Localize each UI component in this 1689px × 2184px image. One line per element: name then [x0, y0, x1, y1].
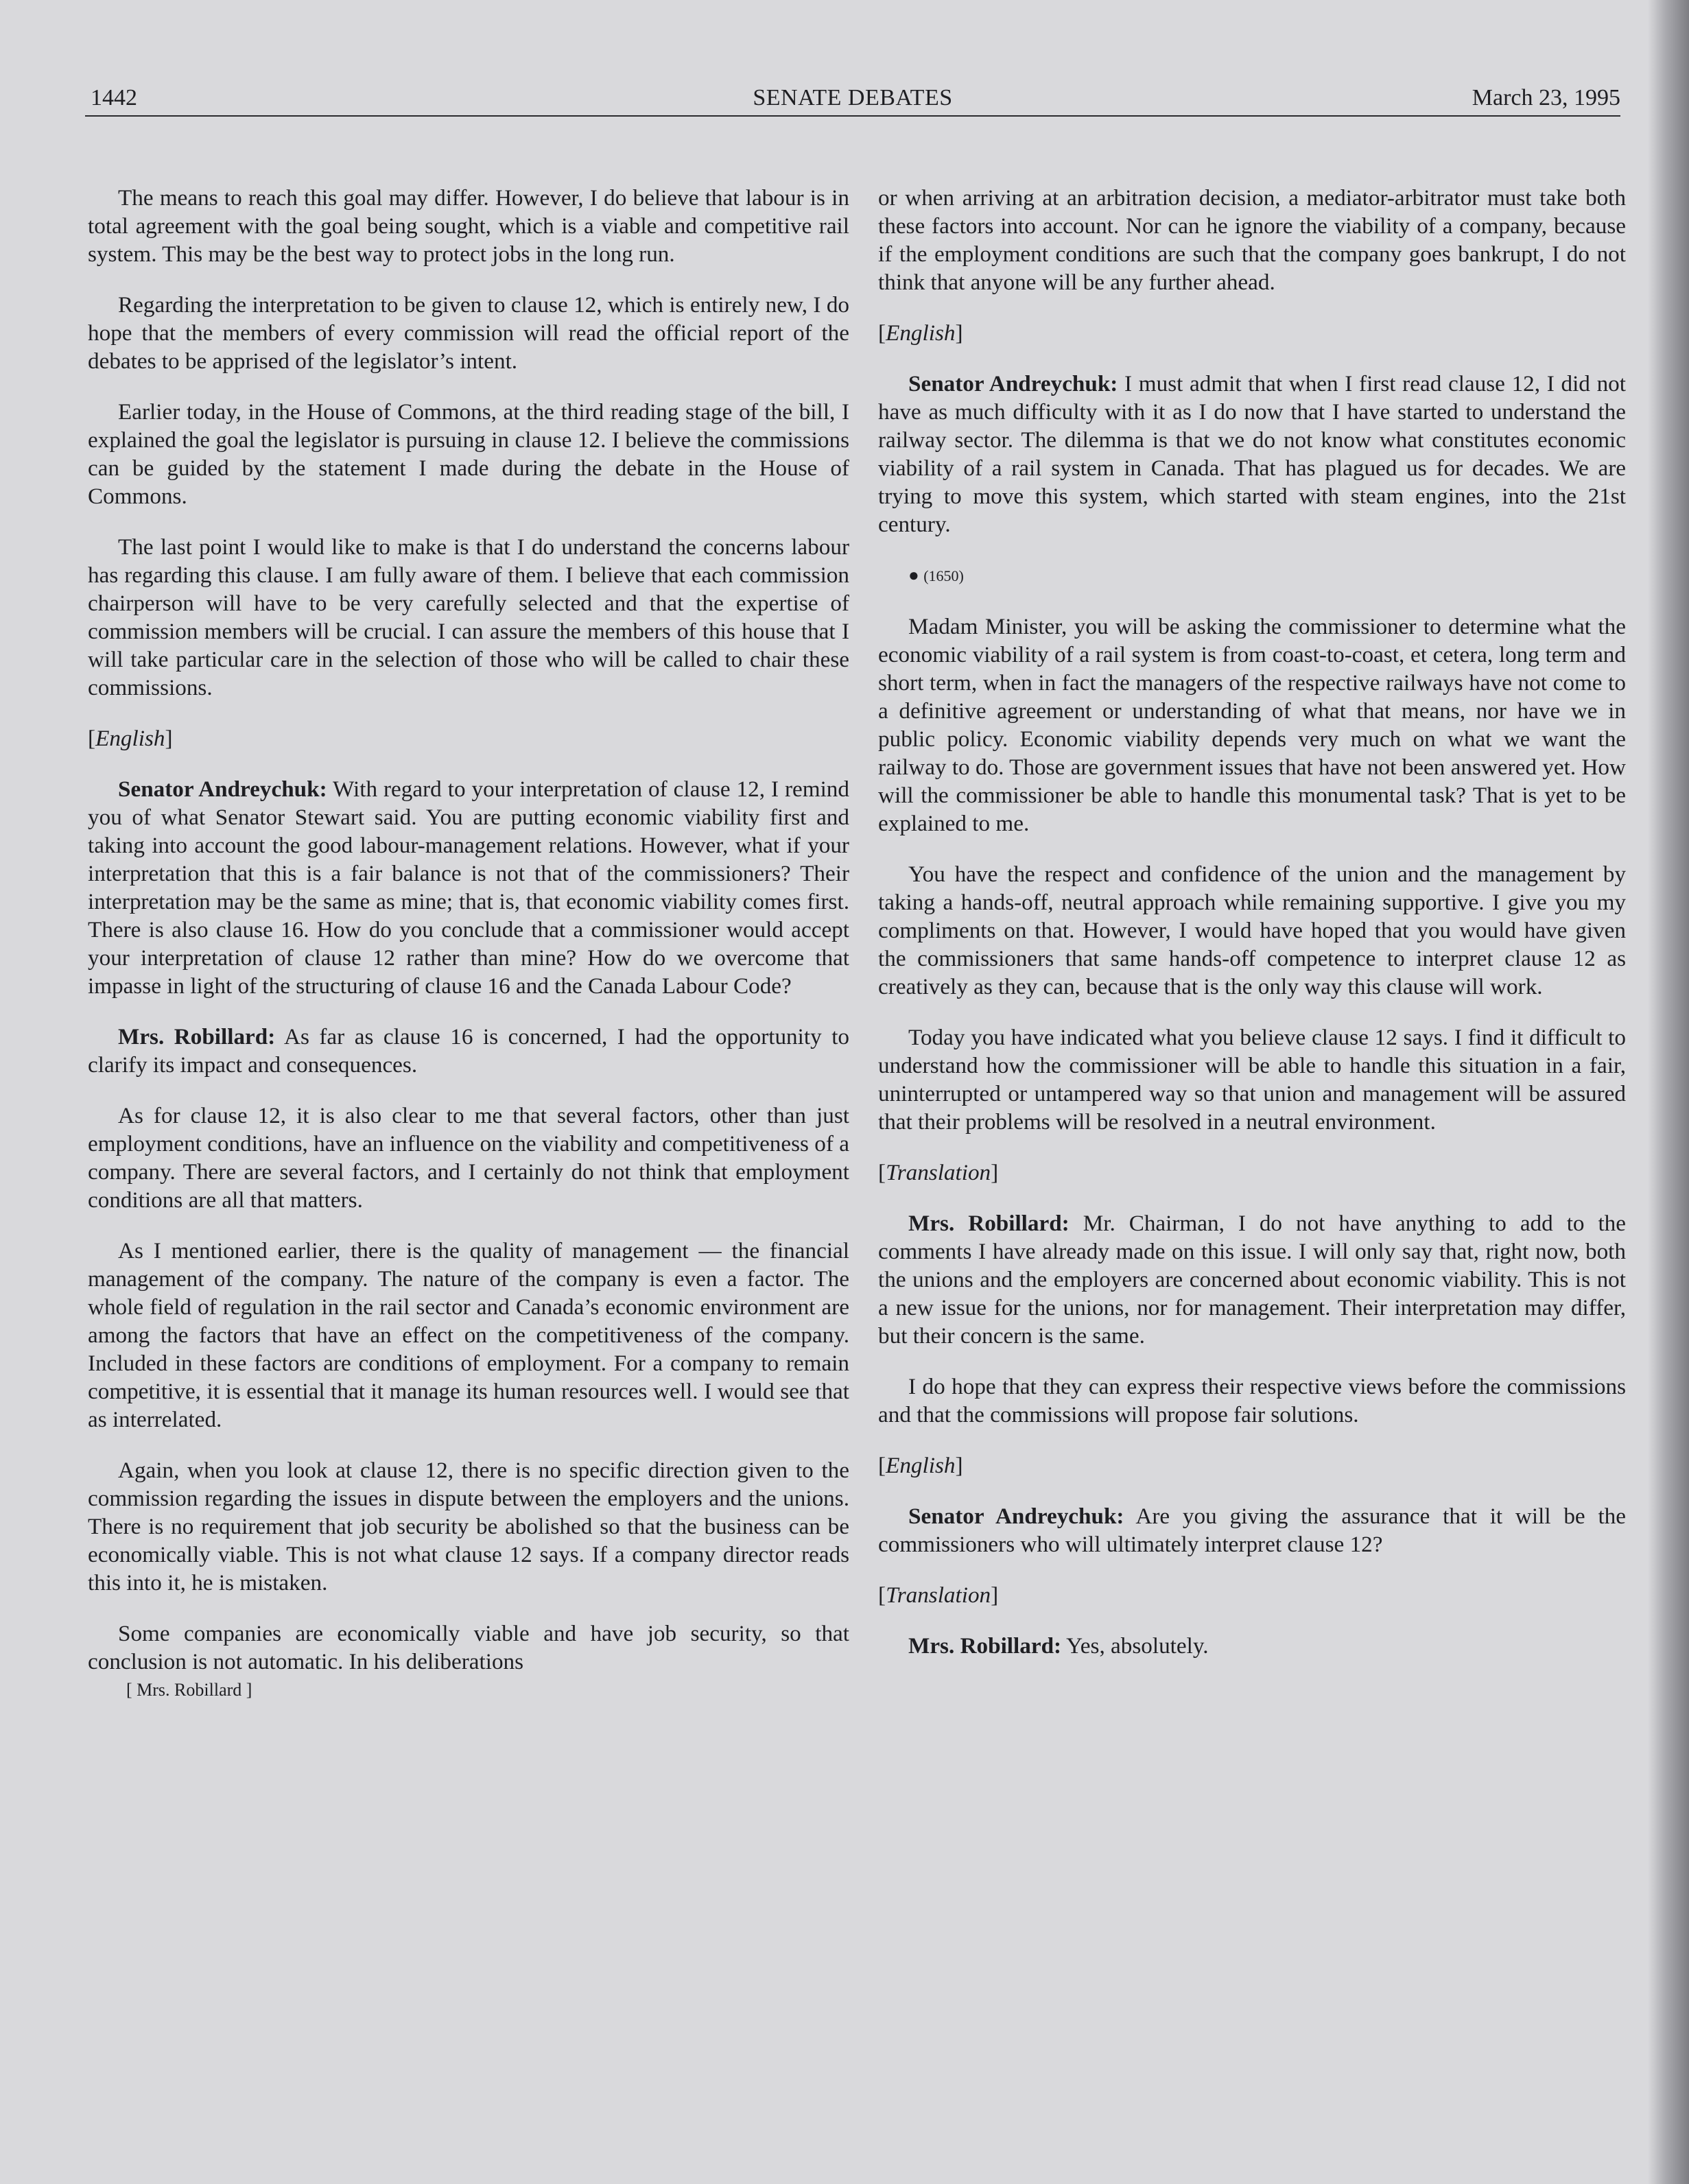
left-column — [88, 184, 849, 1700]
language-tag-text: Translation — [886, 1160, 991, 1185]
body-paragraph: Again, when you look at clause 12, there is no specific direction given to the commission regarding the issues in dispute between the employers and the unions. There is no requirement that job security be abolished so that the business can be economically viable. This is not what clause 12 says. If a company director reads this into it, he is mistaken. — [88, 1458, 849, 1595]
tag-bracket-open: [ — [878, 1160, 886, 1185]
speaker-name: Senator Andreychuk: — [118, 776, 327, 802]
tag-bracket-close: ] — [955, 1453, 963, 1478]
publication-title: SENATE DEBATES — [753, 85, 953, 110]
speaker-name: Mrs. Robillard: — [118, 1024, 276, 1049]
body-paragraph: The means to reach this goal may differ. However, I do believe that labour is in total agreement with the goal being sought, which is a viable and competitive rail system. This may be the best way to protect jobs in the long run. — [88, 185, 849, 267]
speaker-name: Mrs. Robillard: — [908, 1211, 1070, 1236]
speech-text: Mr. Chairman, I do not have anything to add to the comments I have already made on this issue. I will only say that, right now, both the unions and the employers are concerned about economic viability. This is not a new issue for the unions, nor for management. Their interpretation may differ, but their concern is the same. — [878, 1211, 1627, 1349]
speech-paragraph — [878, 1502, 1626, 1558]
body-paragraph: The last point I would like to make is that I do understand the concerns labour has regarding this clause. I am fully aware of them. I believe that each commission chairperson will have to be very carefully selected and that the expertise of commission members will be crucial. I can assure the members of this house that I will take particular care in the selection of those who will be called to chair these commissions. — [88, 534, 849, 700]
speech-paragraph — [88, 775, 849, 1000]
body-paragraph: Today you have indicated what you believe clause 12 says. I find it difficult to understand how the commissioner will be able to handle this situation in a fair, uninterrupted or untampered way so that union and management will be assured that their problems will be resolved in a neutral environment. — [878, 1025, 1626, 1135]
speech-paragraph — [878, 370, 1626, 538]
right-column — [878, 184, 1626, 1683]
language-tag-text: English — [95, 726, 165, 751]
body-paragraph: Regarding the interpretation to be given to clause 12, which is entirely new, I do hope that the members of every commission will read the official report of the debates to be apprised of the legislator’s intent. — [88, 292, 849, 374]
speech-text: I must admit that when I first read clause 12, I did not have as much difficulty with it as I do now that I have started to understand the railway sector. The dilemma is that we do not know what constitutes economic viability of a rail system in Canada. That has plagued us for decades. We are trying to move this system, which started with steam engines, into the 21st century. — [878, 371, 1626, 537]
speech-text: With regard to your interpretation of clause 12, I remind you of what Senator Stewart said. You are putting economic viability first and taking into account the good labour-management relations. However, what if your interpretation that this is a fair balance is not that of the commissioners? Their interpretation may be the same as mine; that is, that economic viability comes first. There is also clause 16. How do you conclude that a commissioner would accept your interpretation of clause 12 rather than mine? How do we overcome that impasse in light of the structuring of clause 16 and the Canada Labour Code? — [88, 776, 849, 999]
header-rule — [85, 115, 1620, 117]
speech-text: Yes, absolutely. — [1066, 1633, 1209, 1659]
language-tag — [88, 724, 849, 752]
bullet-icon: ● — [908, 565, 924, 585]
tag-bracket-close: ] — [991, 1160, 999, 1185]
language-tag — [878, 1581, 1626, 1609]
speech-text: Are you giving the assurance that it will be the commissioners who will ultimately interpret clause 12? — [878, 1504, 1626, 1557]
tag-bracket-open: [ — [878, 1582, 886, 1608]
time-marker-text: (1650) — [923, 567, 964, 584]
language-tag-text: Translation — [886, 1582, 991, 1608]
body-paragraph: You have the respect and confidence of the union and the management by taking a hands-off, neutral approach while remaining supportive. I give you my compliments on that. However, I would have hoped that you would have given the commissioners that same hands-off competence to interpret clause 12 as creatively as they can, because that is the only way this clause will work. — [878, 862, 1626, 999]
tag-bracket-close: ] — [165, 726, 173, 751]
tag-bracket-close: ] — [955, 320, 963, 346]
page-date: March 23, 1995 — [1472, 85, 1620, 110]
language-tag-text: English — [886, 320, 956, 346]
speech-paragraph — [878, 1632, 1626, 1660]
speaker-footer: [ Mrs. Robillard ] — [126, 1680, 252, 1700]
language-tag — [878, 1159, 1626, 1187]
book-spine-shadow — [1648, 0, 1689, 2184]
speech-paragraph — [878, 1209, 1626, 1350]
language-tag — [878, 319, 1626, 347]
body-paragraph: Some companies are economically viable and have job security, so that conclusion is not automatic. In his deliberations — [88, 1621, 849, 1674]
page-header — [85, 81, 1620, 115]
tag-bracket-open: [ — [878, 320, 886, 346]
speaker-name: Mrs. Robillard: — [908, 1633, 1062, 1659]
body-paragraph: or when arriving at an arbitration decision, a mediator-arbitrator must take both these factors into account. Nor can he ignore the viability of a company, because if the employment conditions are such that the company goes bankrupt, I do not think that anyone will be any further ahead. — [878, 185, 1626, 295]
body-paragraph: Earlier today, in the House of Commons, at the third reading stage of the bill, I explained the goal the legislator is pursuing in clause 12. I believe the commissions can be guided by the statement I made during the debate in the House of Commons. — [88, 399, 849, 509]
speaker-name: Senator Andreychuk: — [908, 371, 1118, 396]
page-number: 1442 — [91, 85, 137, 110]
body-paragraph: I do hope that they can express their respective views before the commissions and that the commissions will propose fair solutions. — [878, 1374, 1626, 1427]
tag-bracket-open: [ — [878, 1453, 886, 1478]
speech-paragraph — [88, 1023, 849, 1079]
body-paragraph: Madam Minister, you will be asking the commissioner to determine what the economic viability of a rail system is from coast-to-coast, et cetera, long term and short term, when in fact the managers of the respective railways have not come to a definitive agreement or understanding of what that means, nor have we in public policy. Economic viability depends very much on what we want the railway to do. Those are government issues that have not been answered yet. How will the commissioner be able to handle this monumental task? That is yet to be explained to me. — [878, 614, 1626, 836]
time-marker — [878, 561, 1626, 590]
language-tag-text: English — [886, 1453, 956, 1478]
tag-bracket-open: [ — [88, 726, 96, 751]
body-paragraph: As for clause 12, it is also clear to me that several factors, other than just employment conditions, have an influence on the viability and competitiveness of a company. There are several factors, and I certainly do not think that employment conditions are all that matters. — [88, 1103, 849, 1213]
body-paragraph: As I mentioned earlier, there is the quality of management — the financial management of the company. The nature of the company is even a factor. The whole field of regulation in the rail sector and Canada’s economic environment are among the factors that have an effect on the competitiveness of the company. Included in these factors are conditions of employment. For a company to remain competitive, it is essential that it manage its human resources well. I would see that as interrelated. — [88, 1238, 849, 1432]
speech-text: As far as clause 16 is concerned, I had the opportunity to clarify its impact and consequences. — [88, 1024, 850, 1078]
language-tag — [878, 1451, 1626, 1480]
speaker-name: Senator Andreychuk: — [908, 1504, 1124, 1529]
tag-bracket-close: ] — [991, 1582, 999, 1608]
